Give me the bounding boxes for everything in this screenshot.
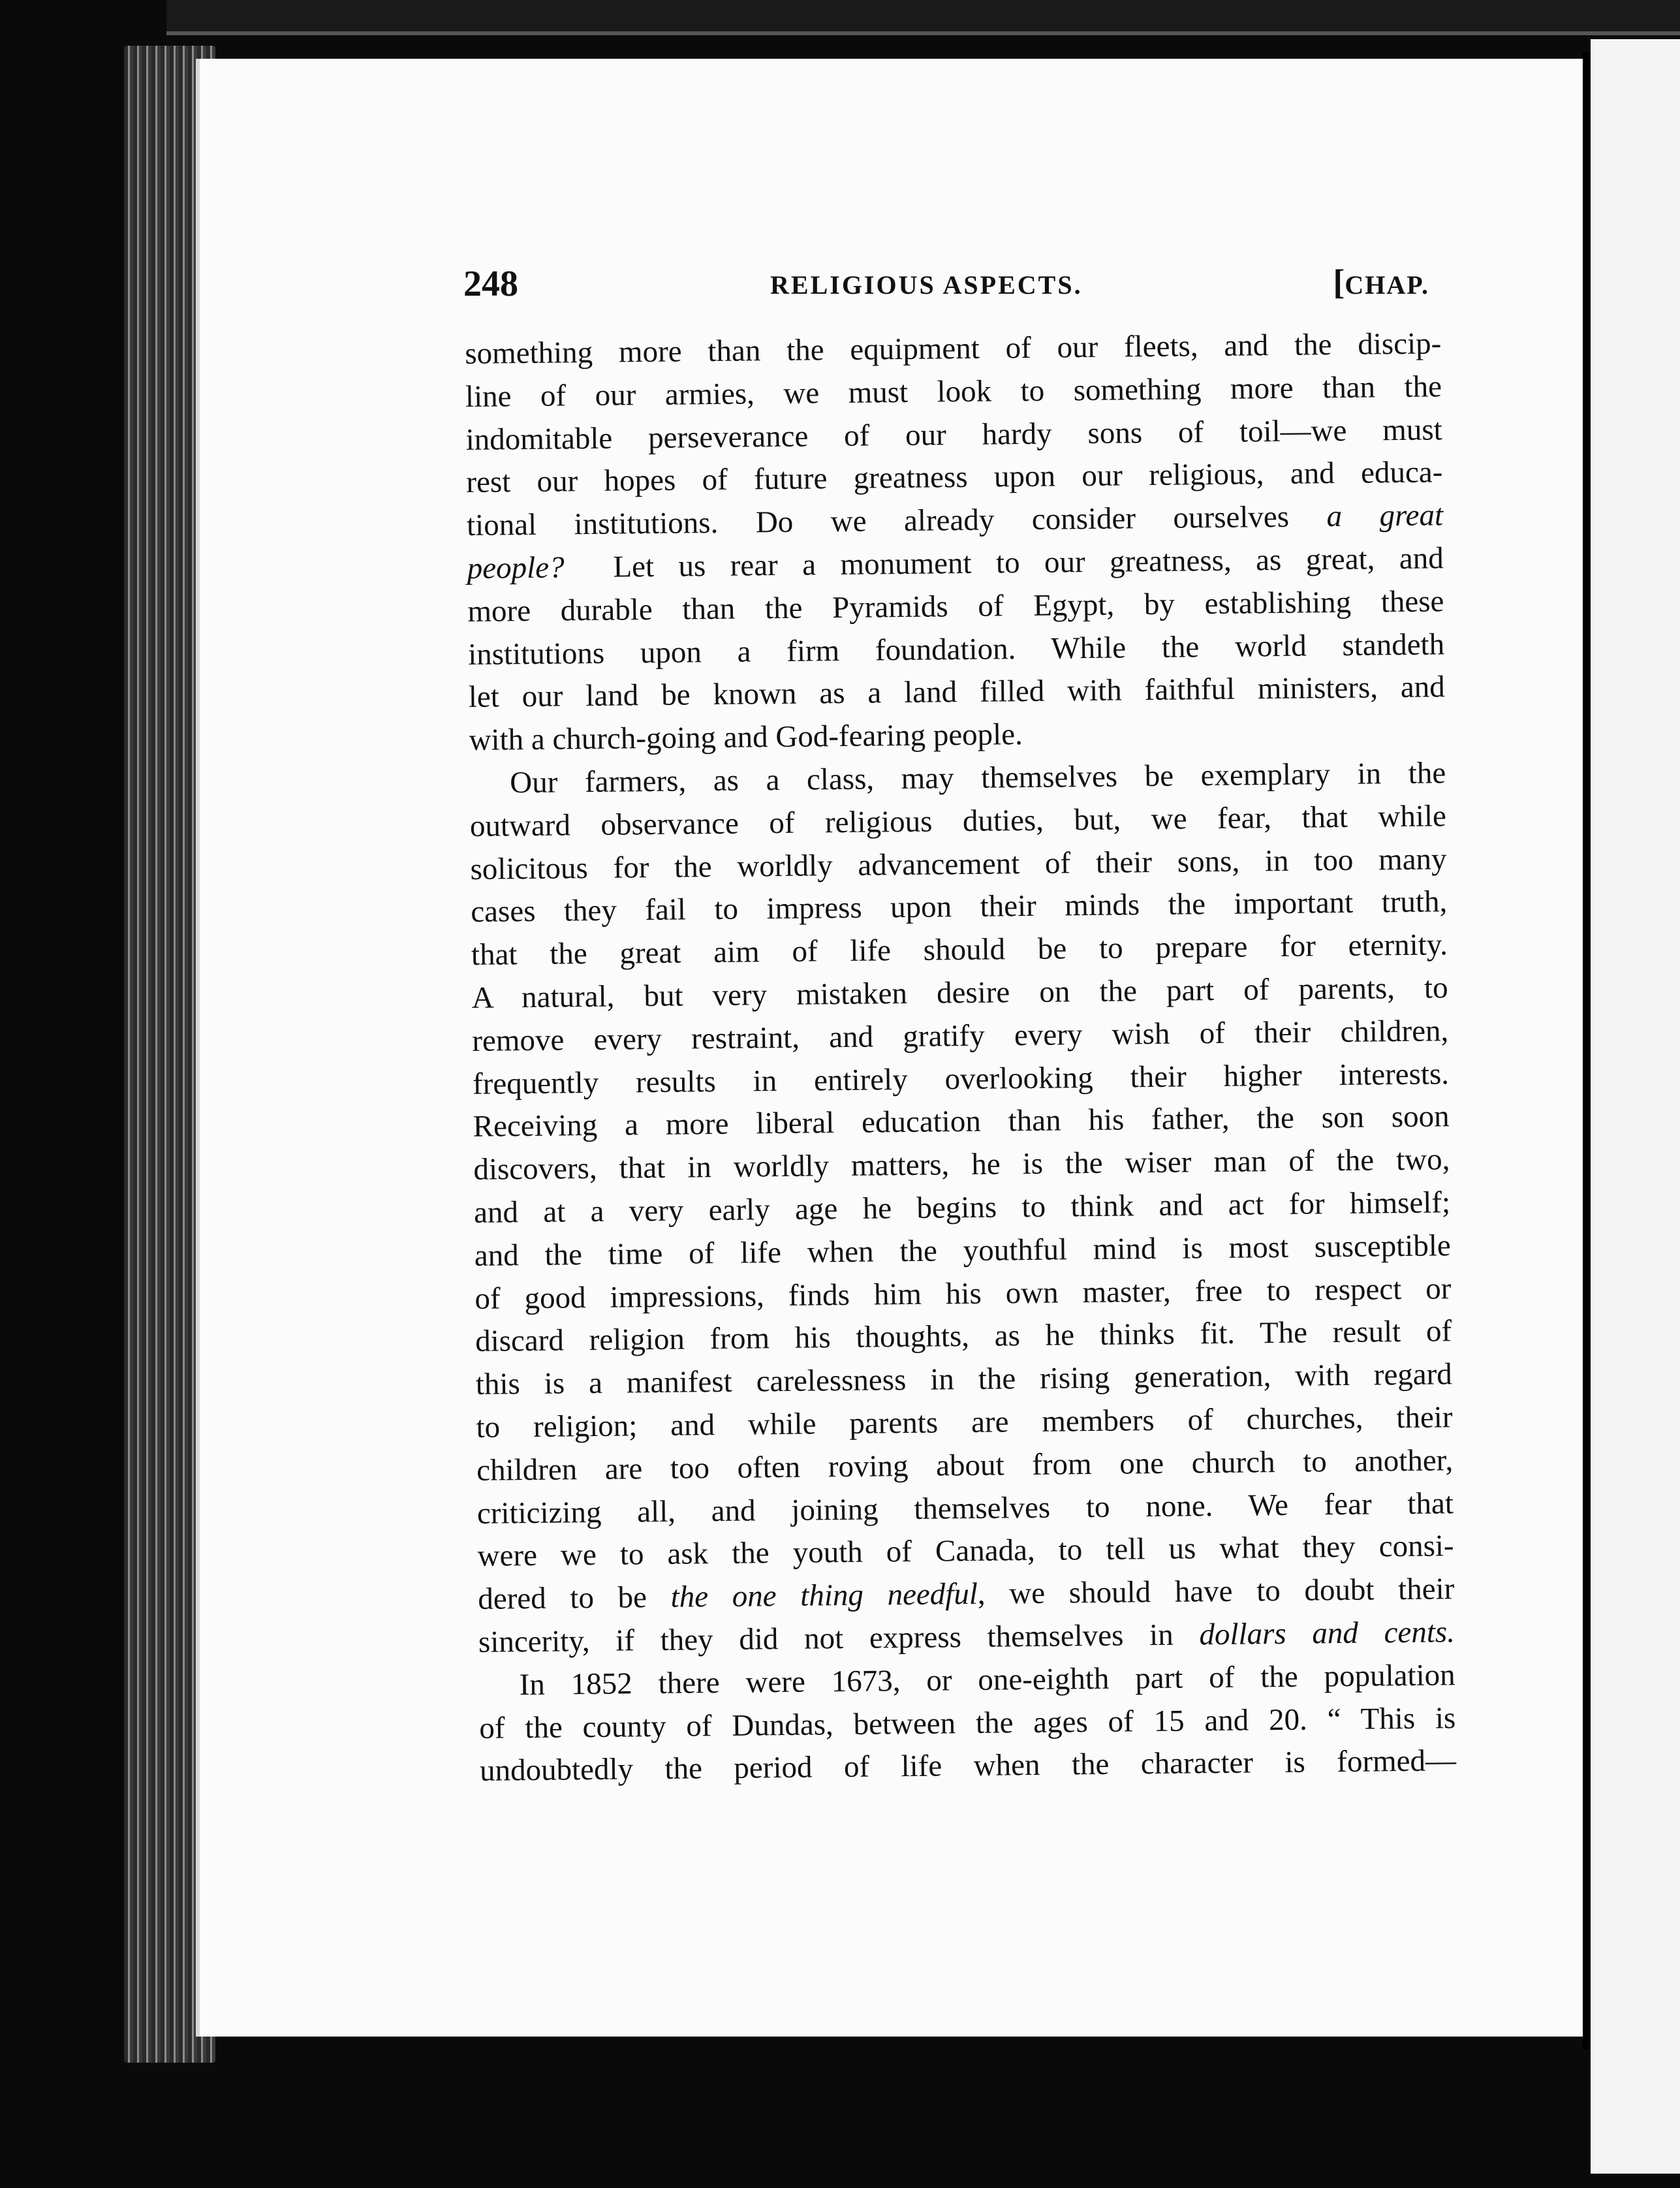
text-line: were we to ask the youth of Canada, to tell us what they consi-: [477, 1529, 1454, 1574]
text-line: criticizing all, and joining themselves to none. We fear that: [476, 1486, 1454, 1531]
text-line: of good impressions, finds him his own master, free to respect or: [474, 1271, 1452, 1316]
page-gutter-edge: [1583, 52, 1591, 2050]
text-line: solicitous for the worldly advancement of their sons, in too many: [470, 841, 1447, 886]
text-line: let our land be known as a land filled with faithful ministers, and: [468, 670, 1446, 715]
paragraph-1: [465, 322, 1446, 762]
text-line: cases they fail to impress upon their minds the important truth,: [471, 884, 1448, 930]
text-run: , we should have to doubt their: [977, 1572, 1455, 1611]
text-line: children are too often roving about from one church to another,: [476, 1443, 1454, 1488]
running-title: RELIGIOUS ASPECTS.: [770, 270, 1083, 300]
text-line: this is a manifest carelessness in the rising generation, with regard: [475, 1357, 1453, 1402]
text-run: tional institutions. Do we already consider ourselves: [466, 499, 1290, 543]
italic-run: people?: [467, 550, 565, 586]
text-line: A natural, but very mistaken desire on the part of parents, to: [471, 971, 1448, 1015]
facing-page-margin: [1591, 39, 1680, 2174]
italic-run: the one thing needful: [670, 1576, 978, 1614]
text-line: institutions upon a firm foundation. While the world standeth: [467, 627, 1445, 672]
text-line: and the time of life when the youthful mind is most susceptible: [474, 1228, 1451, 1273]
text-line: indomitable perseverance of our hardy sons of toil—we must: [465, 412, 1442, 457]
paragraph-2: [469, 752, 1455, 1664]
text-line: with a church-going and God-fearing people.: [469, 717, 1023, 758]
chapter-bracket: [: [1333, 262, 1345, 302]
text-line: line of our armies, we must look to something more than the: [465, 369, 1442, 414]
text-run: dered to be: [478, 1580, 647, 1617]
text-line: something more than the equipment of our fleets, and the discip-: [465, 326, 1442, 371]
text-line: discovers, that in worldly matters, he is the wiser man of the two,: [473, 1142, 1450, 1187]
text-run: Let us rear a monument to our greatness, as great, and: [613, 541, 1444, 584]
text-line: and at a very early age he begins to think and act for himself;: [473, 1185, 1451, 1230]
text-line: of the county of Dundas, between the ages of 15 and 20. “ This is: [479, 1700, 1456, 1745]
text-line: more durable than the Pyramids of Egypt, by establishing these: [467, 584, 1444, 629]
text-line: In 1852 there were 1673, or one-eighth part of the population: [519, 1657, 1455, 1702]
paragraph-3: [478, 1654, 1456, 1793]
text-line: to religion; and while parents are members of churches, their: [476, 1400, 1453, 1445]
text-line: discard religion from his thoughts, as he thinks fit. The result of: [474, 1314, 1452, 1359]
italic-run: dollars and cents.: [1199, 1615, 1455, 1652]
chapter-marker: [1333, 262, 1429, 302]
chapter-label: CHAP.: [1345, 270, 1429, 300]
body-text: [465, 322, 1456, 1793]
text-line: Receiving a more liberal education than his father, the son soon: [473, 1099, 1450, 1144]
text-run: sincerity, if they did not express themselves in: [478, 1618, 1174, 1659]
scan-top-band: [166, 0, 1680, 35]
text-line: undoubtedly the period of life when the character is formed—: [479, 1743, 1457, 1789]
page-number: 248: [463, 264, 518, 304]
text-line: frequently results in entirely overlooking their higher interests.: [472, 1056, 1450, 1101]
italic-run: a great: [1326, 498, 1444, 534]
text-line: rest our hopes of future greatness upon our religious, and educa-: [466, 455, 1443, 500]
text-line: that the great aim of life should be to prepare for eternity.: [471, 928, 1448, 973]
text-line: outward observance of religious duties, but, we fear, that while: [469, 799, 1447, 843]
text-line: remove every restraint, and gratify every wish of their children,: [472, 1014, 1449, 1058]
running-head: [463, 258, 1429, 310]
text-line: Our farmers, as a class, may themselves be exemplary in the: [509, 756, 1446, 800]
